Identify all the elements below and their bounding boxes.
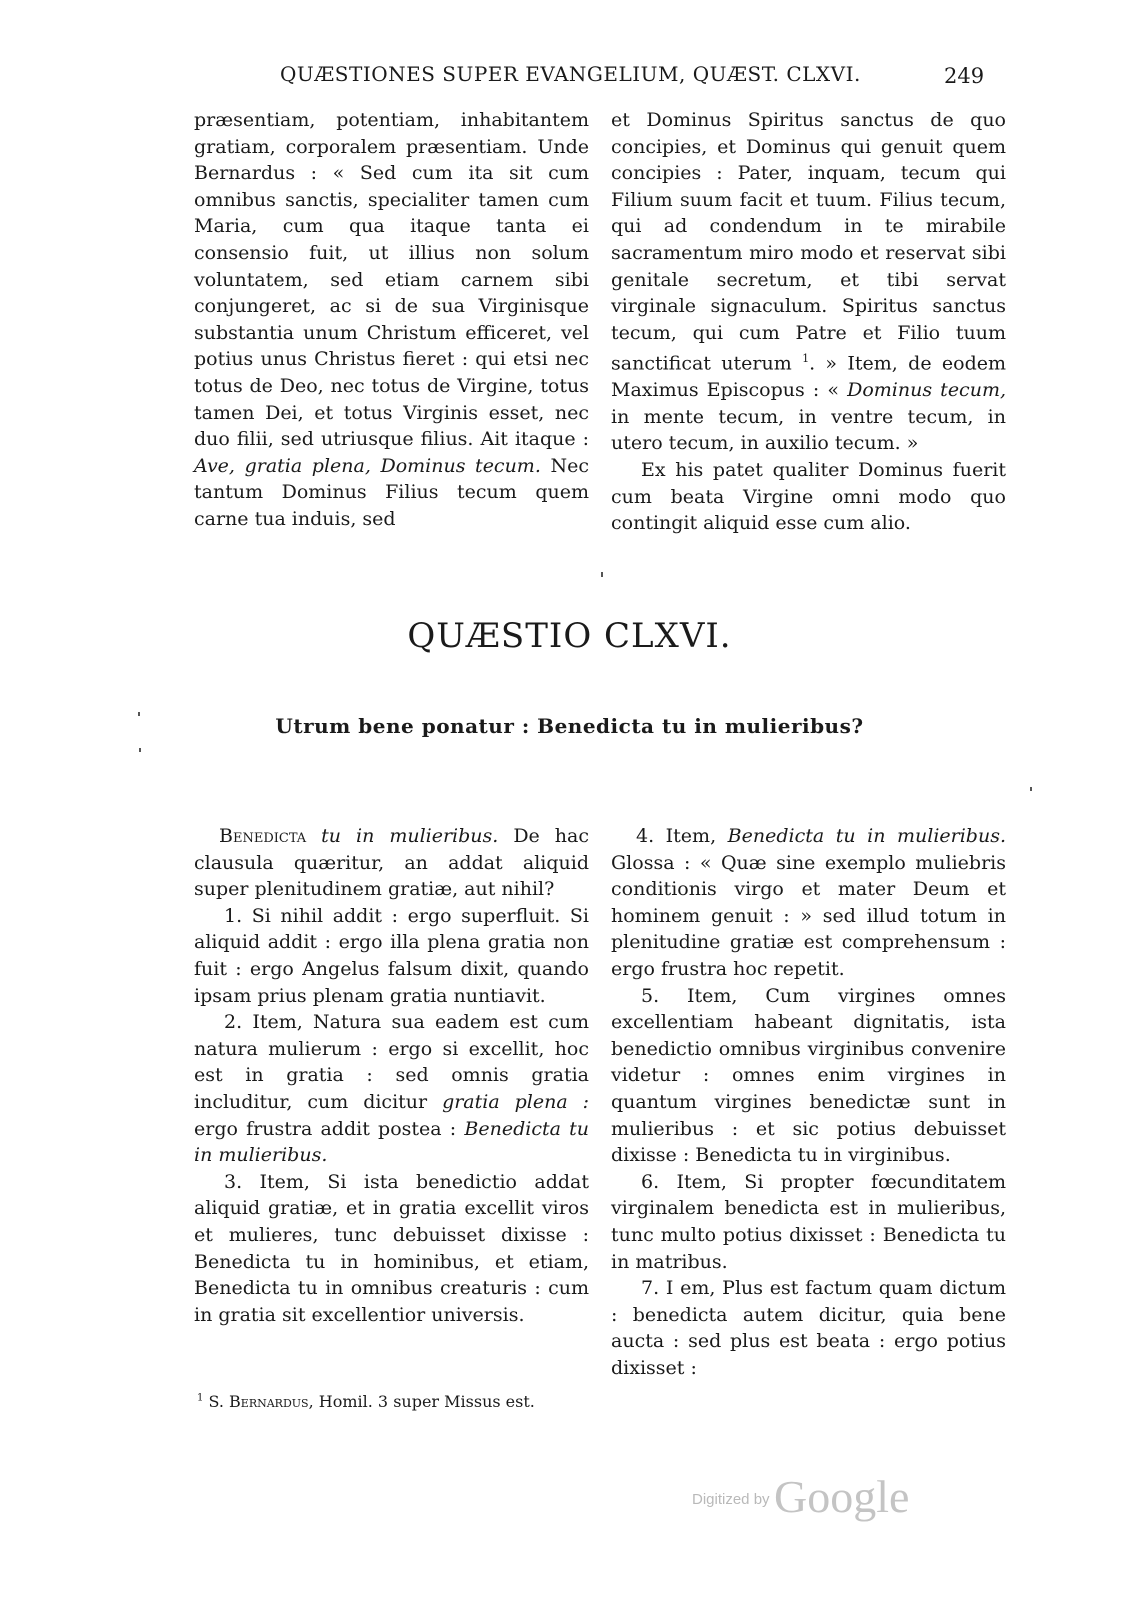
italic-quote: Dominus tecum, (847, 379, 1006, 402)
margin-mark (1030, 787, 1032, 791)
paragraph: 2. Item, Natura sua eadem est cum natura mulierum : ergo si excellit, hoc est in gratia : sed omnis gratia includitur, cum dicitur gratia plena : ergo frustra addit postea : Benedicta tu in mulieribus. (194, 1011, 590, 1167)
paragraph: 3. Item, Si ista benedictio addat aliquid gratiæ, et in gratia excellit viros et mulieres, tunc debuisset dixisse : Benedicta tu in hominibus, et etiam, Benedicta tu in omnibus creaturis : cum in gratia sit excellentior universis. (194, 1170, 589, 1326)
question-title: QUÆSTIO CLXVI. (407, 616, 732, 656)
top-right-column (611, 107, 1006, 537)
bottom-right-column (611, 823, 1006, 1381)
margin-mark (139, 748, 141, 752)
google-logo-text: Google (774, 1471, 910, 1522)
page-number: 249 (944, 64, 985, 88)
paragraph: 4. Item, Benedicta tu in mulieribus. Glossa : « Quæ sine exemplo muliebris conditionis virgo et mater Deum et hominem genuit : » sed illud totum in plenitudine gratiæ est comprehensum : ergo frustra hoc repetit. (611, 825, 1006, 980)
small-caps-lead: Benedicta (219, 825, 307, 847)
question-subtitle: Utrum bene ponatur : Benedicta tu in mulieribus? (275, 714, 864, 738)
paragraph: et Dominus Spiritus sanctus de quo concipies, et Dominus qui genuit quem concipies : Pater, inquam, tecum qui Filium suum facit et tuum. Filius tecum, qui ad condendum in te mirabile sacramentum miro modo et reservat sibi genitale secretum, et tibi servat virginale signaculum. Spiritus sanctus tecum, qui cum Patre et Filio tuum sanctificat uterum $^1$. » Item, de eodem Maximus Episcopus : « Dominus tecum, in mente tecum, in ventre tecum, in utero tecum, in auxilio tecum. » (611, 109, 1006, 455)
paragraph: Ex his patet qualiter Dominus fuerit cum beata Virgine omni modo quo contingit aliquid esse cum alio. (611, 459, 1006, 535)
separator-mark (601, 572, 603, 577)
paragraph: Benedicta tu in mulieribus. De hac clausula quæritur, an addat aliquid super plenitudinem gratiæ, aut nihil? (194, 825, 589, 901)
footnote-reference: 1 (802, 352, 810, 366)
watermark-small-text: Digitized by (692, 1491, 770, 1508)
paragraph: 6. Item, Si propter fœcunditatem virginalem benedicta est in mulieribus, tunc multo potius dixisset : Benedicta tu in matribus. (611, 1170, 1006, 1273)
bottom-left-column (194, 823, 589, 1328)
margin-mark (138, 712, 140, 716)
paragraph: 7. I em, Plus est factum quam dictum : benedicta autem dicitur, quia bene aucta : sed plus est beata : ergo potius dixisset : (611, 1277, 1006, 1379)
footnote-mark: 1 (197, 1392, 204, 1404)
paragraph: 5. Item, Cum virgines omnes excellentiam habeant dignitatis, ista benedictio omnibus virginibus convenire videtur : omnes enim virgines in quantum virgines benedictæ sunt in mulieribus : et sic potius debuisset dixisse : Benedicta tu in virginibus. (611, 984, 1006, 1167)
footnote: $^1$ S. Bernardus, Homil. 3 super Missus est. (197, 1392, 535, 1411)
paragraph: præsentiam, potentiam, inhabitantem gratiam, corporalem præsentiam. Unde Bernardus : « Sed cum ita sit cum omnibus sanctis, specialiter tamen cum Maria, cum qua itaque tanta ei consensio fuit, ut illius non solum voluntatem, sed etiam carnem sibi conjungeret, ac si de sua Virginisque substantia unum Christum efficeret, vel potius unus Christus fieret : qui etsi nec totus de Deo, nec totus de Virgine, totus tamen Dei, et totus Virginis esset, nec duo filii, sed utriusque filius. Ait itaque : Ave, gratia plena, Dominus tecum. Nec tantum Dominus Filius tecum quem carne tua induis, sed (194, 109, 589, 530)
italic-quote: Ave, gratia plena, Dominus tecum. (194, 454, 541, 477)
top-left-column (194, 107, 589, 533)
paragraph: 1. Si nihil addit : ergo superfluit. Si aliquid addit : ergo illa plena gratia non fuit : ergo Angelus falsum dixit, quando ipsam prius plenam gratia nuntiavit. (194, 904, 589, 1007)
running-head: QUÆSTIONES SUPER EVANGELIUM, QUÆST. CLXVI. (280, 62, 861, 86)
digitized-watermark (692, 1470, 909, 1523)
